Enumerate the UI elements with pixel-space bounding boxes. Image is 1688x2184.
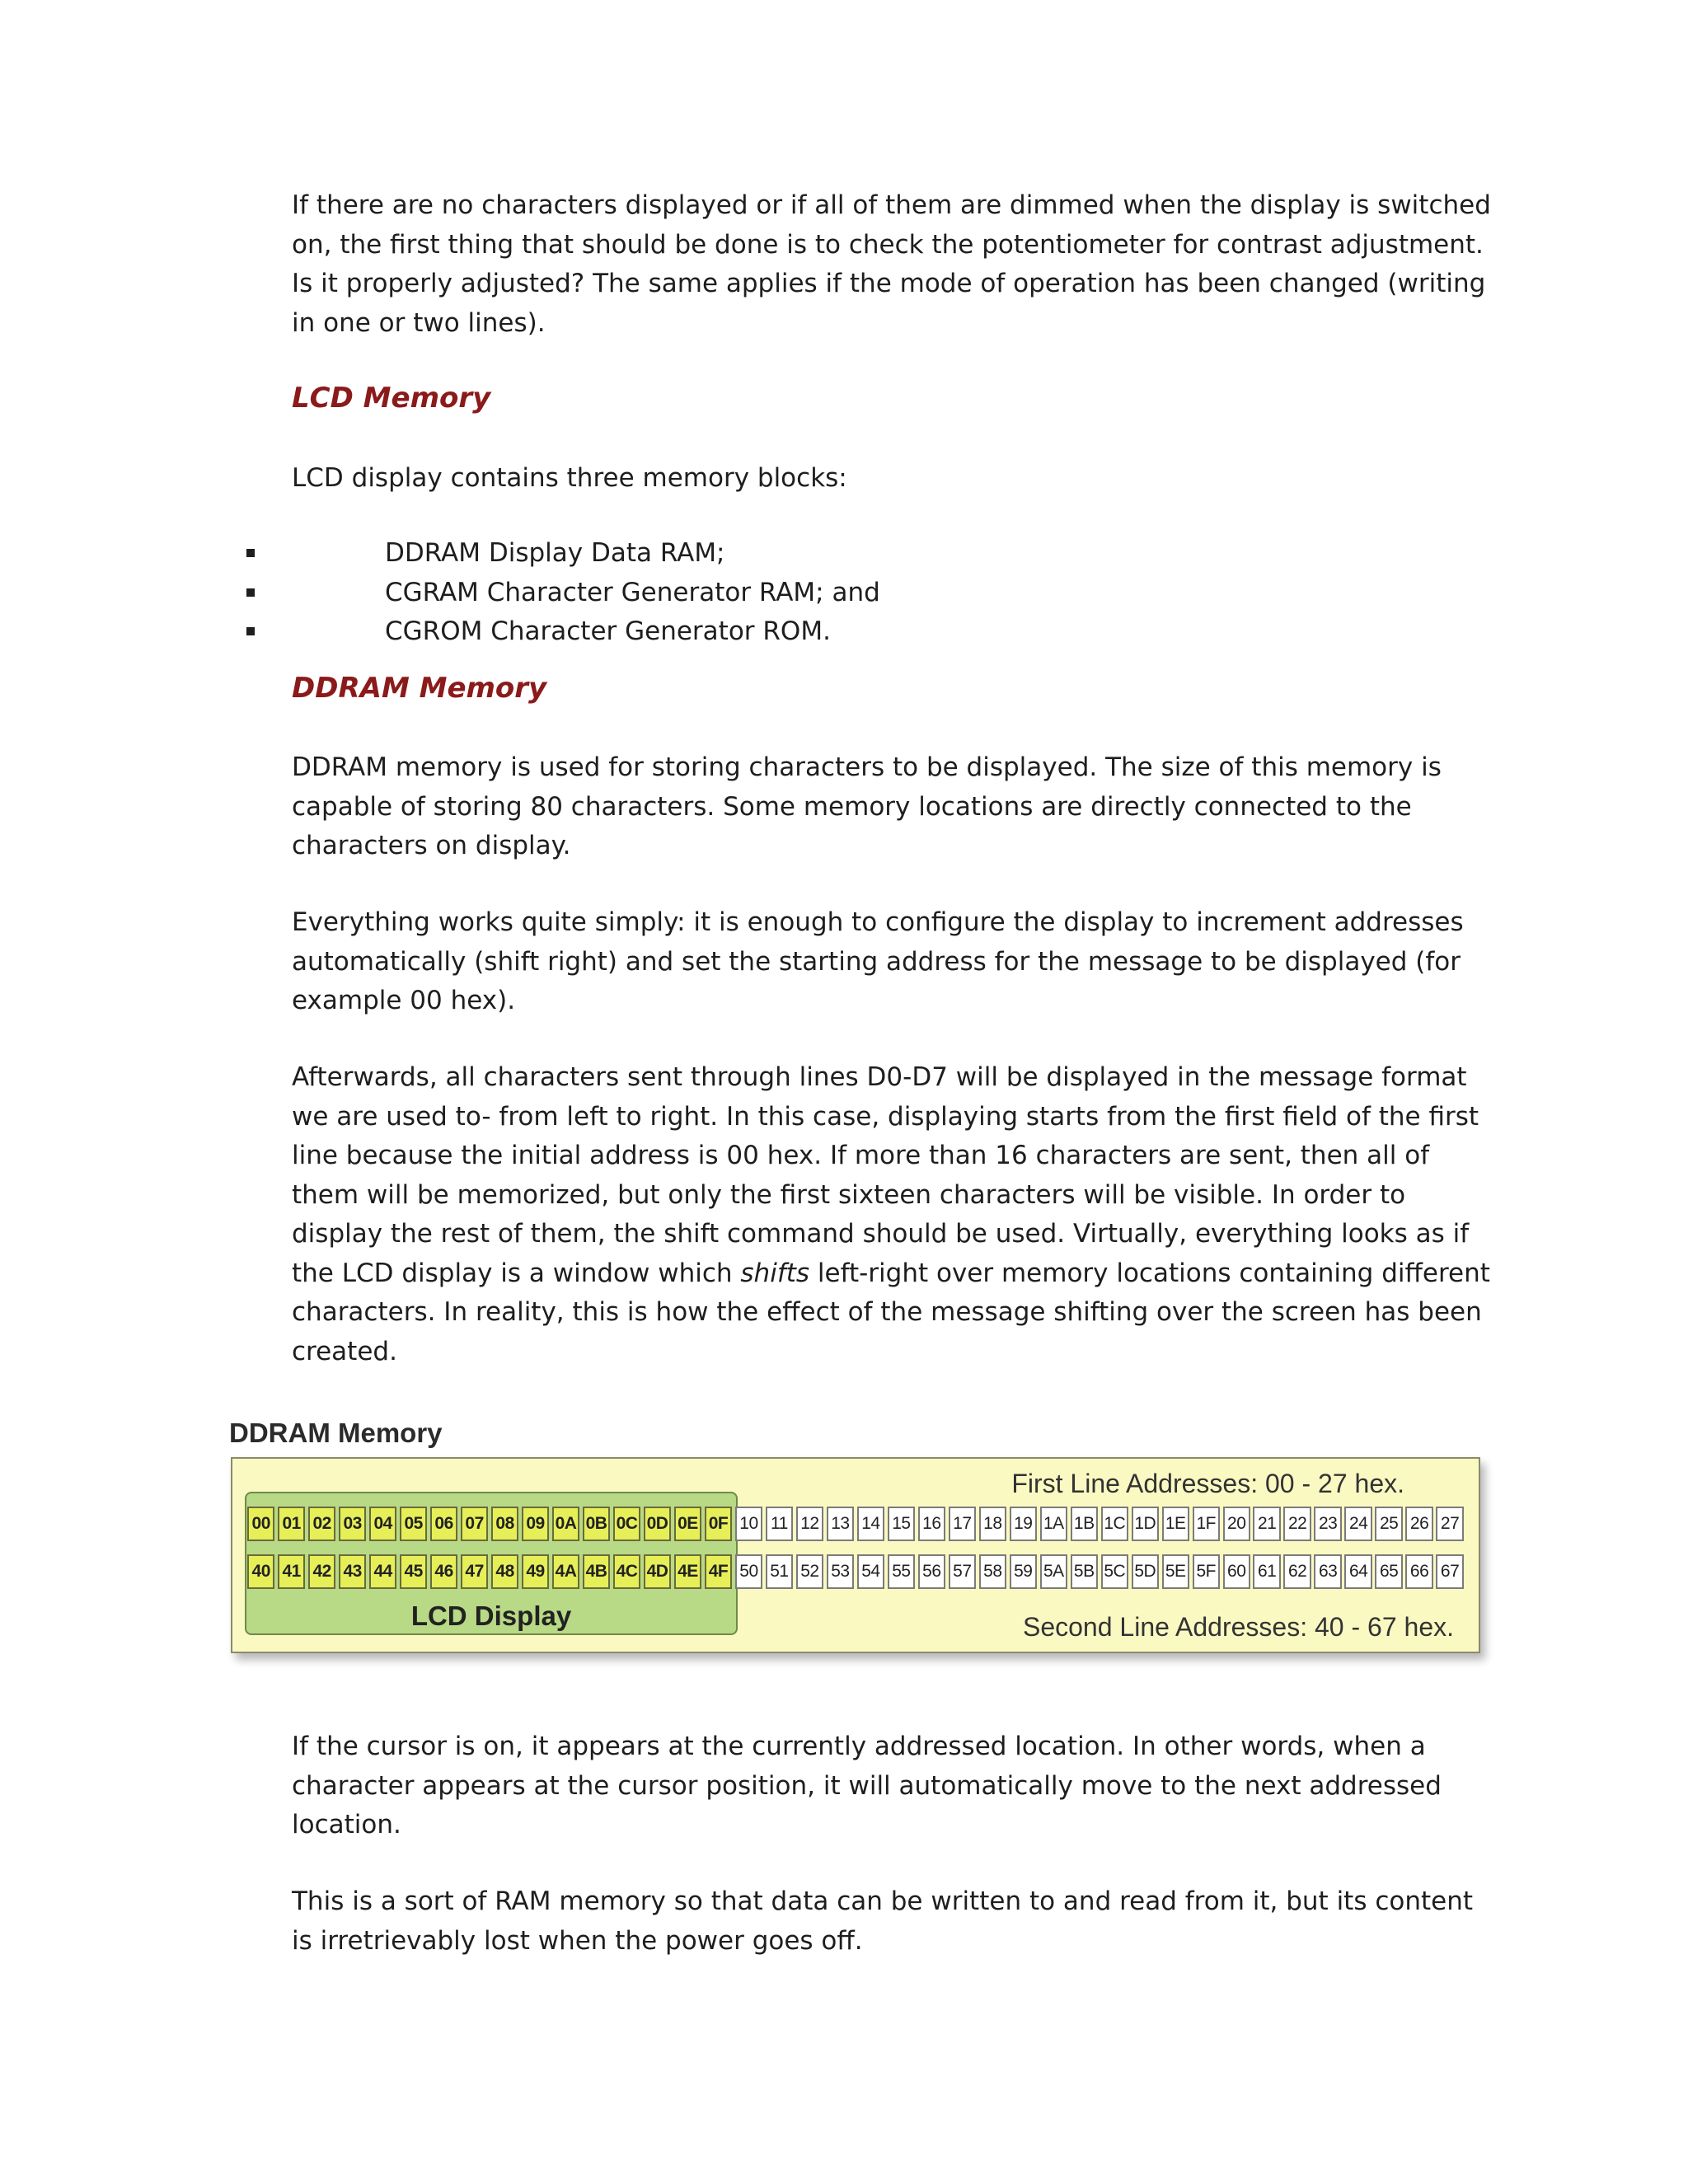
address-cell: 0D — [644, 1507, 671, 1541]
address-cell: 54 — [857, 1554, 884, 1589]
text-line: DDRAM memory is used for storing characters to be displayed. The size of this memory is — [292, 752, 1442, 782]
address-cell: 5D — [1132, 1554, 1159, 1589]
address-cell: 13 — [827, 1507, 854, 1541]
address-cell: 07 — [461, 1507, 488, 1541]
text-line: If the cursor is on, it appears at the currently addressed location. In other words, when a — [292, 1732, 1426, 1761]
text-line: on, the first thing that should be done is to check the potentiometer for contrast adjustment. — [292, 229, 1484, 260]
address-cell: 00 — [247, 1507, 274, 1541]
address-cell: 5A — [1040, 1554, 1067, 1589]
lcd-memory-heading: LCD Memory — [292, 382, 491, 415]
address-cell: 0E — [674, 1507, 701, 1541]
text-line: we are used to- from left to right. In this case, displaying starts from the first field of the first — [292, 1101, 1479, 1132]
address-cell: 5B — [1071, 1554, 1098, 1589]
address-cell: 19 — [1010, 1507, 1037, 1541]
list-item — [0, 612, 1688, 652]
address-cell: 4B — [583, 1554, 610, 1589]
address-cell: 51 — [766, 1554, 793, 1589]
text-line: in one or two lines). — [292, 307, 546, 338]
address-cell: 5C — [1101, 1554, 1128, 1589]
text-line: characters on display. — [292, 831, 571, 860]
address-cell: 63 — [1314, 1554, 1341, 1589]
address-cell: 08 — [491, 1507, 518, 1541]
text-line — [292, 1254, 1490, 1294]
address-cell: 59 — [1010, 1554, 1037, 1589]
address-cell: 62 — [1283, 1554, 1311, 1589]
lcd-display-label: LCD Display — [410, 1601, 572, 1631]
address-cell: 49 — [522, 1554, 549, 1589]
text-run: left-right over memory locations containing different — [809, 1258, 1490, 1288]
emphasized-word: shifts — [740, 1258, 810, 1288]
text-line: line because the initial address is 00 hex. If more than 16 characters are sent, then all of — [292, 1141, 1430, 1170]
address-cell: 0B — [583, 1507, 610, 1541]
address-cell: 26 — [1405, 1507, 1432, 1541]
address-cell: 0F — [705, 1507, 732, 1541]
address-cell: 27 — [1436, 1507, 1463, 1541]
address-cell: 1B — [1071, 1507, 1098, 1541]
address-cell: 0A — [552, 1507, 579, 1541]
text-line: example 00 hex). — [292, 986, 516, 1015]
text-line: This is a sort of RAM memory so that data can be written to and read from it, but its content — [292, 1886, 1474, 1916]
address-cell: 44 — [369, 1554, 396, 1589]
address-cell: 25 — [1375, 1507, 1402, 1541]
address-cell: 56 — [918, 1554, 945, 1589]
address-cell: 18 — [979, 1507, 1006, 1541]
memory-blocks-intro — [292, 459, 1395, 499]
address-cell: 14 — [857, 1507, 884, 1541]
address-cell: 21 — [1253, 1507, 1280, 1541]
square-bullet-icon — [246, 549, 255, 557]
text-line: LCD display contains three memory blocks: — [292, 463, 847, 493]
address-cell: 05 — [400, 1507, 427, 1541]
text-line: display the rest of them, the shift command should be used. Virtually, everything looks as if — [292, 1219, 1470, 1249]
text-line: is irretrievably lost when the power goes off. — [292, 1925, 863, 1956]
address-cell: 06 — [430, 1507, 457, 1541]
address-cell: 50 — [735, 1554, 762, 1589]
square-bullet-icon — [246, 627, 255, 635]
address-cell: 23 — [1314, 1507, 1341, 1541]
address-cell: 0C — [613, 1507, 640, 1541]
address-cell: 4D — [644, 1554, 671, 1589]
text-line: automatically (shift right) and set the starting address for the message to be displayed (for — [292, 946, 1461, 977]
text-line: characters. In reality, this is how the effect of the message shifting over the screen has been — [292, 1297, 1482, 1327]
text-line: Is it properly adjusted? The same applies if the mode of operation has been changed (writing — [292, 269, 1486, 298]
address-cell: 53 — [827, 1554, 854, 1589]
text-line: Everything works quite simply: it is enough to configure the display to increment addresses — [292, 907, 1464, 937]
intro-paragraph — [292, 186, 1491, 343]
address-cell: 09 — [522, 1507, 549, 1541]
address-cell: 22 — [1283, 1507, 1311, 1541]
address-cell: 1D — [1132, 1507, 1159, 1541]
address-cell: 52 — [796, 1554, 823, 1589]
address-cell: 58 — [979, 1554, 1006, 1589]
address-cell: 45 — [400, 1554, 427, 1589]
address-cell: 67 — [1436, 1554, 1463, 1589]
list-item-label: CGRAM Character Generator RAM; and — [385, 577, 880, 607]
address-cell: 41 — [278, 1554, 305, 1589]
address-cell: 40 — [247, 1554, 274, 1589]
address-cell: 4E — [674, 1554, 701, 1589]
first-line-label: First Line Addresses: 00 - 27 hex. — [1011, 1469, 1404, 1498]
figure-title: DDRAM Memory — [229, 1418, 443, 1448]
ddram-memory-diagram — [231, 1457, 1480, 1653]
address-cell: 46 — [430, 1554, 457, 1589]
first-line-address-row — [247, 1507, 1466, 1541]
address-cell: 11 — [766, 1507, 793, 1541]
ddram-memory-heading: DDRAM Memory — [292, 672, 547, 705]
ddram-paragraph-3 — [292, 1058, 1490, 1371]
text-line: created. — [292, 1336, 397, 1366]
ram-paragraph — [292, 1882, 1474, 1961]
address-cell: 4F — [705, 1554, 732, 1589]
address-cell: 1F — [1193, 1507, 1220, 1541]
address-cell: 24 — [1344, 1507, 1372, 1541]
address-cell: 57 — [949, 1554, 976, 1589]
address-cell: 48 — [491, 1554, 518, 1589]
list-item-label: DDRAM Display Data RAM; — [385, 538, 725, 568]
second-line-address-row — [247, 1554, 1466, 1589]
address-cell: 10 — [735, 1507, 762, 1541]
address-cell: 12 — [796, 1507, 823, 1541]
text-line: Afterwards, all characters sent through lines D0-D7 will be displayed in the message format — [292, 1062, 1467, 1092]
address-cell: 02 — [308, 1507, 335, 1541]
cursor-paragraph — [292, 1727, 1442, 1845]
ddram-paragraph-2 — [292, 903, 1464, 1021]
list-item — [0, 534, 1688, 574]
square-bullet-icon — [246, 588, 255, 597]
address-cell: 4C — [613, 1554, 640, 1589]
second-line-label: Second Line Addresses: 40 - 67 hex. — [1022, 1612, 1454, 1642]
address-cell: 5E — [1162, 1554, 1189, 1589]
address-cell: 60 — [1223, 1554, 1250, 1589]
address-cell: 04 — [369, 1507, 396, 1541]
address-cell: 42 — [308, 1554, 335, 1589]
address-cell: 43 — [339, 1554, 366, 1589]
address-cell: 64 — [1344, 1554, 1372, 1589]
address-cell: 5F — [1193, 1554, 1220, 1589]
list-item — [0, 574, 1688, 613]
address-cell: 1A — [1040, 1507, 1067, 1541]
text-line: character appears at the cursor position, it will automatically move to the next addressed — [292, 1770, 1442, 1801]
text-line: location. — [292, 1810, 401, 1840]
address-cell: 65 — [1375, 1554, 1402, 1589]
address-cell: 47 — [461, 1554, 488, 1589]
text-line: them will be memorized, but only the first sixteen characters will be visible. In order to — [292, 1179, 1406, 1210]
address-cell: 61 — [1253, 1554, 1280, 1589]
address-cell: 15 — [888, 1507, 915, 1541]
list-item-label: CGROM Character Generator ROM. — [385, 616, 831, 646]
address-cell: 03 — [339, 1507, 366, 1541]
text-line: capable of storing 80 characters. Some memory locations are directly connected to the — [292, 791, 1412, 822]
address-cell: 1C — [1101, 1507, 1128, 1541]
address-cell: 1E — [1162, 1507, 1189, 1541]
memory-blocks-list — [0, 534, 1688, 652]
address-cell: 66 — [1405, 1554, 1432, 1589]
ddram-paragraph-1 — [292, 748, 1442, 866]
address-cell: 55 — [888, 1554, 915, 1589]
address-cell: 16 — [918, 1507, 945, 1541]
address-cell: 4A — [552, 1554, 579, 1589]
address-cell: 20 — [1223, 1507, 1250, 1541]
address-cell: 17 — [949, 1507, 976, 1541]
text-line: If there are no characters displayed or if all of them are dimmed when the display is switched — [292, 190, 1491, 220]
address-cell: 01 — [278, 1507, 305, 1541]
text-run: the LCD display is a window which — [292, 1258, 741, 1288]
